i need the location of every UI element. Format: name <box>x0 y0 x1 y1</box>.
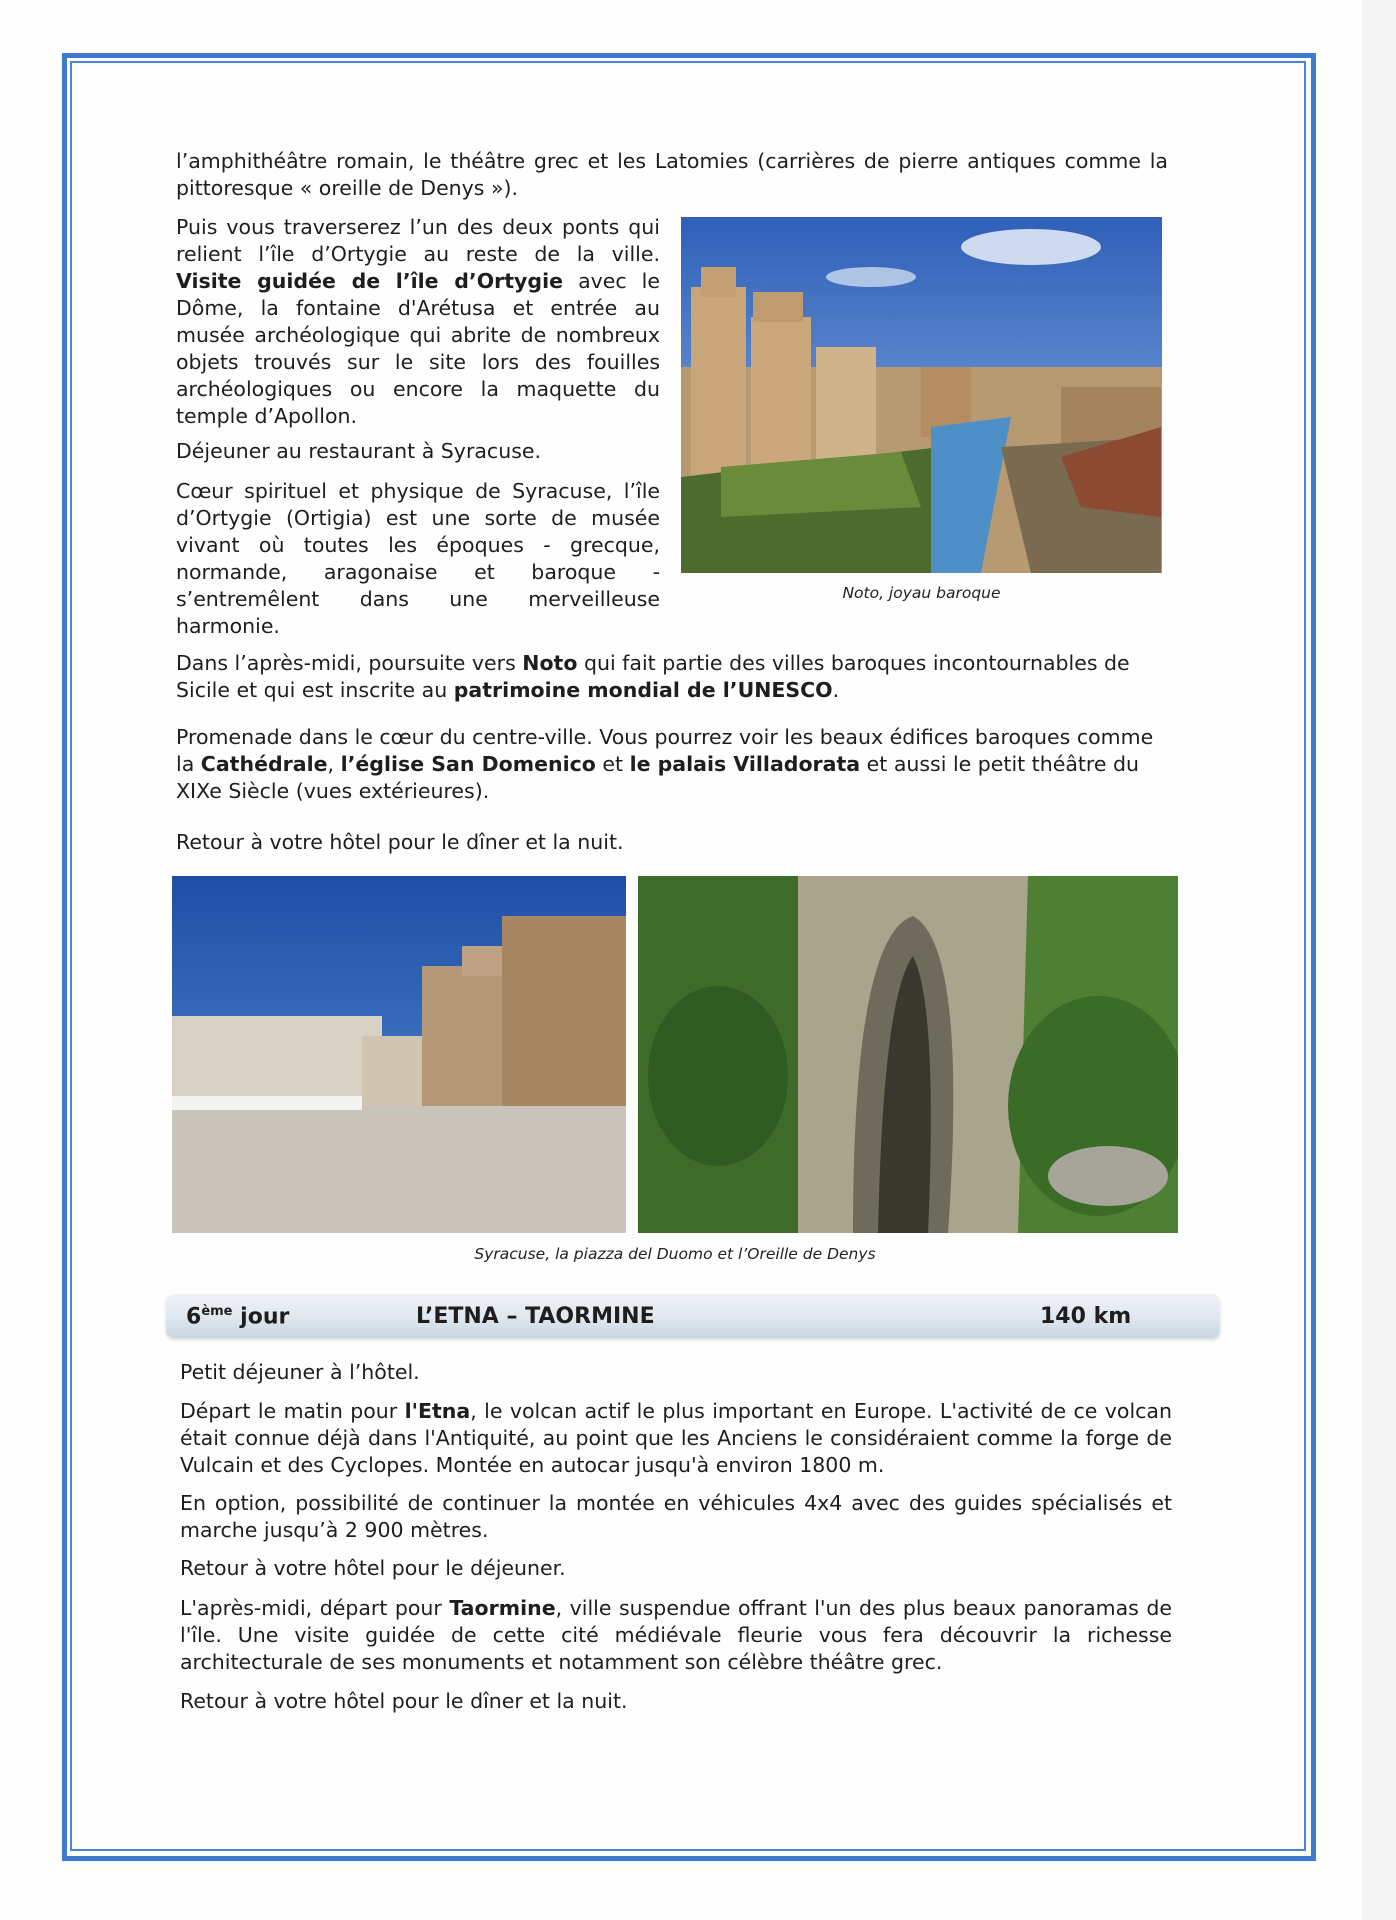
return-night-paragraph: Retour à votre hôtel pour le dîner et la nuit. <box>180 1689 628 1713</box>
etna-text-a: Départ le matin pour <box>180 1399 398 1423</box>
noto-photo <box>681 217 1162 573</box>
day6-number: 6 <box>186 1304 202 1330</box>
promenade-et: et <box>602 752 624 776</box>
option-paragraph: En option, possibilité de continuer la montée en véhicules 4x4 avec des guides spécialisés et marche jusqu’à 2 900 mètres. <box>180 1491 1172 1542</box>
san-domenico-highlight: l’église San Domenico <box>340 752 596 776</box>
noto-text-a: Dans l’après-midi, poursuite vers <box>176 651 516 675</box>
piazza-duomo-photo <box>172 876 626 1233</box>
taormine-text-b: , ville suspendue offrant l'un des plus beaux panoramas de l'île. Une visite guidée de cette cité médiévale fleurie vous fera découvrir la richesse architecturale de ses monuments et notamment son célèbre théâtre grec. <box>180 1596 1172 1674</box>
return-paragraph: Retour à votre hôtel pour le dîner et la nuit. <box>176 830 624 854</box>
ortygie-description-paragraph: Cœur spirituel et physique de Syracuse, l’île d’Ortygie (Ortigia) est une sorte de musée vivant où toutes les époques - grecque, normande, aragonaise et baroque - s’entremêlent dans une merveilleuse harmonie. <box>176 479 660 638</box>
promenade-paragraph <box>176 724 1176 805</box>
taormine-highlight: Taormine <box>449 1596 556 1620</box>
noto-photo-caption: Noto, joyau baroque <box>842 584 1001 602</box>
taormine-paragraph <box>180 1595 1172 1676</box>
etna-text-b: , le volcan actif le plus important en Europe. L'activité de ce volcan était connue déjà dans l'Antiquité, au point que les Anciens le considéraient comme la forge de Vulcain et des Cyclopes. Montée en autocar jusqu'à environ 1800 m. <box>180 1399 1172 1477</box>
promenade-comma: , <box>327 752 335 776</box>
noto-text-c: . <box>832 678 840 702</box>
villadorata-highlight: le palais Villadorata <box>629 752 861 776</box>
day6-jour: jour <box>240 1304 290 1330</box>
noto-text-b: qui fait partie des villes baroques incontournables de Sicile et qui est inscrite au <box>176 651 1130 702</box>
day6-distance: 140 km <box>1040 1304 1132 1329</box>
day6-header-bar <box>166 1294 1220 1338</box>
promenade-text-b: et aussi le petit théâtre du XIXe Siècle (vues extérieures). <box>176 752 1140 803</box>
ortygie-text-b: avec le Dôme, la fontaine d'Arétusa et entrée au musée archéologique qui abrite de nombreux objets trouvés sur le site lors des fouilles archéologiques ou encore la maquette du temple d’Apollon. <box>176 269 660 428</box>
ortygie-text-a: Puis vous traverserez l’un des deux ponts qui relient l’île d’Ortygie au reste de la ville. <box>176 215 660 266</box>
noto-paragraph <box>176 650 1176 704</box>
day6-label <box>186 1304 289 1329</box>
ortygie-paragraph <box>176 214 660 430</box>
ortygie-highlight: Visite guidée de l’île d’Ortygie <box>176 269 564 293</box>
lunch-paragraph: Déjeuner au restaurant à Syracuse. <box>176 439 542 463</box>
unesco-highlight: patrimoine mondial de l’UNESCO <box>453 678 833 702</box>
cathedral-highlight: Cathédrale <box>200 752 328 776</box>
oreille-de-denys-photo <box>638 876 1178 1233</box>
day6-sup: ème <box>201 1304 233 1319</box>
etna-paragraph <box>180 1398 1172 1479</box>
intro-paragraph: l’amphithéâtre romain, le théâtre grec et les Latomies (carrières de pierre antiques comme la pittoresque « oreille de Denys »). <box>176 149 1168 200</box>
taormine-text-a: L'après-midi, départ pour <box>180 1596 442 1620</box>
return-lunch-paragraph: Retour à votre hôtel pour le déjeuner. <box>180 1556 566 1580</box>
day6-title: L’ETNA – TAORMINE <box>416 1304 655 1329</box>
noto-highlight: Noto <box>522 651 578 675</box>
promenade-text-a: Promenade dans le cœur du centre-ville. Vous pourrez voir les beaux édifices baroques comme la <box>176 725 1154 776</box>
etna-highlight: l'Etna <box>404 1399 471 1423</box>
breakfast-paragraph: Petit déjeuner à l’hôtel. <box>180 1360 420 1384</box>
pair-photos-caption: Syracuse, la piazza del Duomo et l’Oreille de Denys <box>474 1245 876 1263</box>
